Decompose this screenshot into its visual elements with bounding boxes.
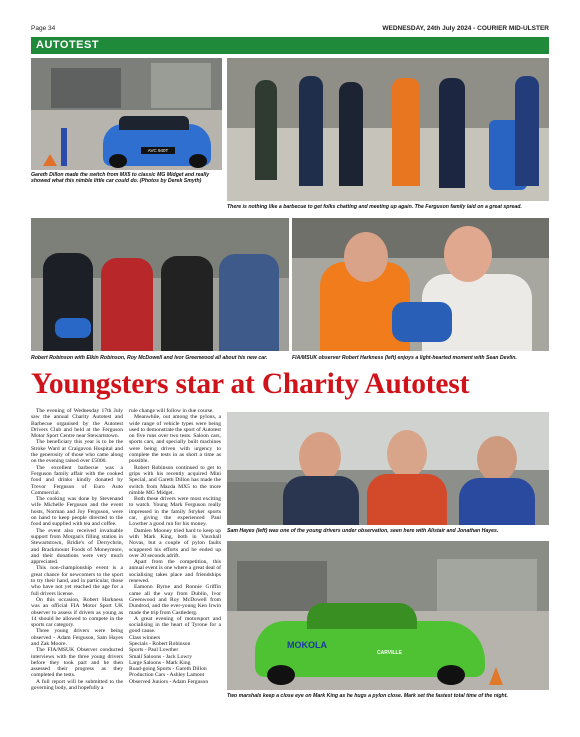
- paragraph: Eamonn Byrne and Ronnie Griffin came all the way from Dublin, Ivor Greenwood and Roy McDowell from Dundrod, and the ever-young Ken Irwin made the trip from Castlederg.: [129, 584, 221, 616]
- photo-barbecue: [227, 58, 549, 201]
- paragraph: The FIA/MSUK Observer conducted interviews with the three young drivers before they took part and he then assessed their progress as they completed the tests.: [31, 647, 123, 679]
- paragraph: Meanwhile, out among the pylons, a wide range of vehicle types were being used to demonstrate the sport of Autotest on five runs over two tests. Saloon cars, sports cars, and specially built machines were being driven with urgency to complete the tests in as short a time as possible.: [129, 414, 221, 465]
- paragraph: A full report will be submitted to the governing body, and hopefully a: [31, 678, 123, 692]
- photo-harkness-devlin: [292, 218, 549, 351]
- paragraph: A great evening of motorsport and socialising in the heart of Tyrone for a good cause.: [129, 615, 221, 635]
- page-header: [31, 25, 549, 35]
- caption-photo2: There is nothing like a barbecue to get folks chatting and meeting up again. The Ferguson family laid on a great spread.: [227, 204, 522, 210]
- section-title: AUTOTEST: [36, 39, 100, 51]
- paragraph: This non-championship event is a great chance for newcomers to the sport to try their hand, and in particular, those who have not yet reached the age for a full drivers license.: [31, 565, 123, 597]
- paragraph: The beneficiary this year is to be the Stroke Ward at Craigavon Hospital and the generosity of those who came along on the evening raised over £5000.: [31, 439, 123, 465]
- paragraph: The event also received invaluable support from Morgan's filling station in Stewartstown, Bridie's of Derrychrin, and Brackmount Foods of Moneymore, and their donations were very much appreciated.: [31, 527, 123, 566]
- caption-photo4: FIA/MSUK observer Robert Harkness (left) enjoys a light-hearted moment with Sean Devlin.: [292, 355, 517, 361]
- winners-list-item: Small Saloons - Jack Lowry: [129, 653, 193, 660]
- caption-photo5: Sam Hayes (left) was one of the young drivers under observation, seen here with Alistair and Jonathan Hayes.: [227, 528, 499, 534]
- paragraph: Apart from the competition, this annual event is one where a great deal of socialising takes place and friendships renewed.: [129, 559, 221, 585]
- caption-photo1: Gareth Dillon made the switch from MX5 to classic MG Midget and really showed what this nimble little car could do. (Photos by Derek Smyth): [31, 172, 210, 185]
- sponsor-decal-2: CARVILLE: [377, 650, 402, 656]
- paragraph: The excellent barbecue was a Ferguson family affair with the cooked food and drinks kindly donated by Trevor Ferguson of Euro Auto Commercial.: [31, 464, 123, 496]
- article-column-2: [129, 408, 221, 685]
- caption-photo6: Two marshals keep a close eye on Mark King as he hugs a pylon close. Mark set the fastest total time of the night.: [227, 693, 508, 699]
- winners-list-item: Sports - Paul Lowther: [129, 647, 179, 654]
- photo-mg-midget: [31, 58, 222, 170]
- paragraph: On this occasion, Robert Harkness was an official FIA Motor Sport UK observer to assess if drivers as young as 14 should be allowed to compete in the sports car category.: [31, 596, 123, 629]
- paragraph: rule change will follow in due course.: [129, 408, 214, 414]
- photo-robert-robinson-group: [31, 218, 289, 351]
- masthead: WEDNESDAY, 24th July 2024 - COURIER MID-ULSTER: [382, 25, 549, 32]
- article-column-1: [31, 408, 123, 691]
- paragraph: The cooking was done by Stevenand wife Michelle Ferguson and the event hosts, Norman and Joy Ferguson, were on hand to keep people directed to the food and supplied with tea and coffee.: [31, 496, 123, 528]
- winners-list-item: Specials - Robert Robinson: [129, 640, 191, 647]
- number-plate: AVC 940T: [141, 147, 175, 154]
- photo-hayes-family: [227, 412, 549, 525]
- winners-list-item: Road-going Sports - Gareth Dillon: [129, 666, 207, 673]
- paragraph: Damien Mooney tried hard to keep up with Mark King, both in Vauxhall Novas, but a couple of pylon faults scuppered his efforts and he ended up over 20 seconds adrift.: [129, 527, 221, 559]
- paragraph: Both these drivers were most exciting to watch. Young Mark Ferguson really impressed in the family Stryker sports car, giving the experienced Paul Lowther a good run for his money.: [129, 496, 221, 528]
- winners-list-item: Large Saloons - Mark King: [129, 659, 191, 666]
- paragraph: The evening of Wednesday 17th July saw the annual Charity Autotest and Barbecue organised by the Autotest Drivers Club and held at the Ferguson Motor Sport Centre near Stewartstown.: [31, 408, 123, 440]
- paragraph: Three young drivers were being observed - Adam Ferguson, Sam Hayes and Zak Moore.: [31, 628, 123, 647]
- caption-photo3: Robert Robinson with Elkin Robinson, Roy McDowell and Ivor Greenwood all about his new car.: [31, 355, 268, 361]
- winners-list-item: Production Cars - Ashley Lamont: [129, 672, 205, 679]
- winners-list-item: Class winners: [129, 634, 161, 641]
- sponsor-decal: MOKOLA: [287, 640, 327, 650]
- photo-mark-king-nova: [227, 541, 549, 690]
- paragraph: Robert Robinson continued to get to grips with his recently acquired Mini Special, and Gareth Dillon has made the switch from Mazda MX5 to the more nimble MG Midget.: [129, 464, 221, 496]
- article-headline: Youngsters star at Charity Autotest: [31, 368, 470, 400]
- winners-list-item: Observed Juniors - Adam Ferguson: [129, 678, 209, 685]
- page-number: Page 34: [31, 25, 56, 32]
- section-bar: [31, 37, 549, 54]
